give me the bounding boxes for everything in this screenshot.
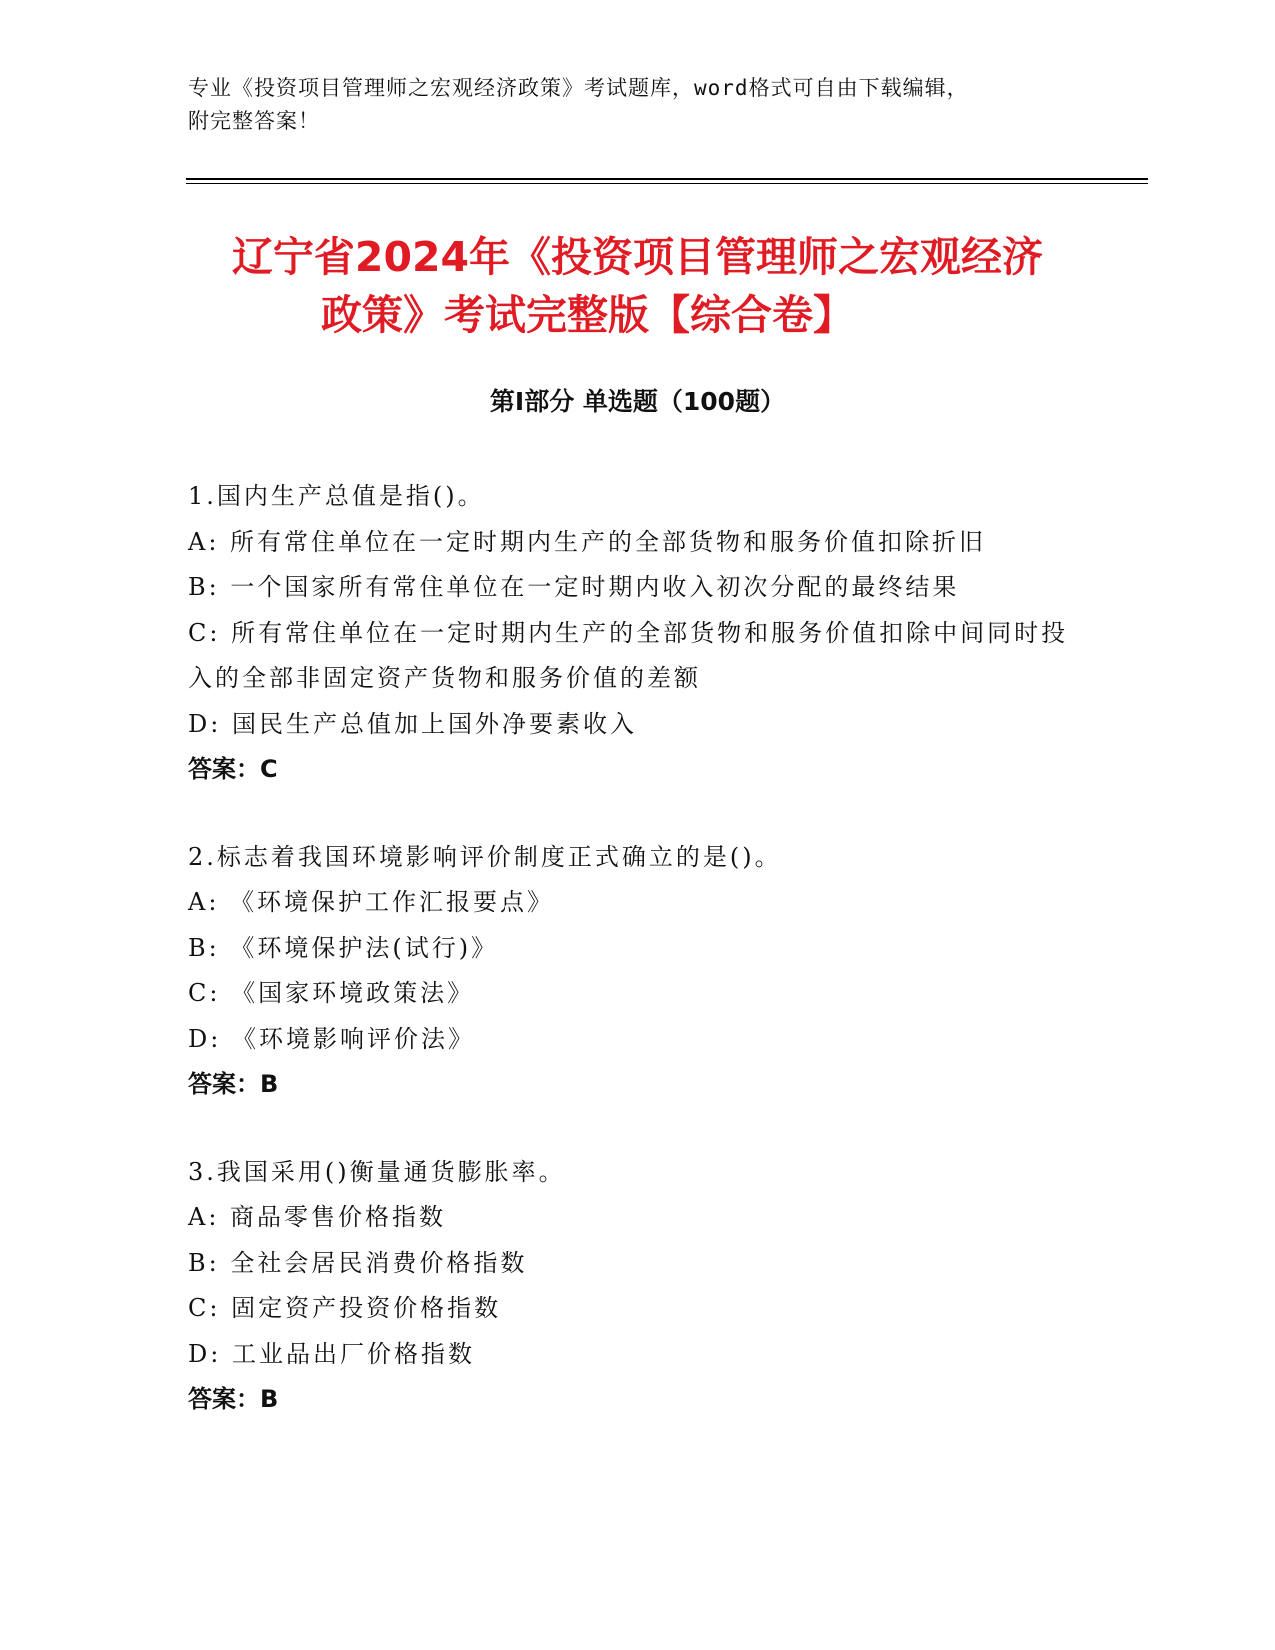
option-b: B: 全社会居民消费价格指数: [188, 1248, 528, 1277]
option-c: C: 所有常住单位在一定时期内生产的全部货物和服务价值扣除中间同时投入的全部非固定资产货物和服务价值的差额: [188, 618, 1069, 692]
option-a: A: 商品零售价格指数: [188, 1203, 447, 1231]
question-stem: 2.标志着我国环境影响评价制度正式确立的是()。: [188, 842, 782, 871]
question-stem: 1.国内生产总值是指()。: [188, 482, 485, 510]
answer: 答案：B: [188, 1385, 279, 1413]
option-b: B: 《环境保护法(试行)》: [188, 933, 499, 962]
answer: 答案：B: [188, 1070, 279, 1098]
title-line1: 辽宁省2024年《投资项目管理师之宏观经济: [231, 233, 1044, 281]
header-note-line2: 附完整答案！: [188, 109, 320, 133]
option-c: C: 《国家环境政策法》: [188, 979, 475, 1007]
document-title: [0, 228, 1275, 344]
header-divider-thin: [186, 183, 1148, 184]
option-d: D: 《环境影响评价法》: [188, 1024, 475, 1053]
option-b: B: 一个国家所有常住单位在一定时期内收入初次分配的最终结果: [188, 573, 960, 601]
question-1: [188, 474, 1088, 793]
header-divider-thick: [186, 178, 1148, 180]
question-2: [188, 835, 1088, 1108]
option-a: A: 《环境保护工作汇报要点》: [188, 888, 555, 916]
option-d: D: 工业品出厂价格指数: [188, 1339, 475, 1368]
title-line2: 政策》考试完整版【综合卷】: [321, 291, 854, 339]
question-stem: 3.我国采用()衡量通货膨胀率。: [188, 1157, 566, 1186]
header-note: [188, 72, 1088, 138]
answer: 答案：C: [188, 755, 278, 783]
question-3: [188, 1150, 1088, 1423]
option-c: C: 固定资产投资价格指数: [188, 1294, 502, 1322]
header-note-line1: 专业《投资项目管理师之宏观经济政策》考试题库，word格式可自由下载编辑，: [188, 76, 969, 100]
section-title: 第Ⅰ部分 单选题（100题）: [489, 387, 786, 416]
question-list: [188, 474, 1088, 1465]
option-d: D: 国民生产总值加上国外净要素收入: [188, 709, 637, 738]
option-a: A: 所有常住单位在一定时期内生产的全部货物和服务价值扣除折旧: [188, 527, 987, 556]
